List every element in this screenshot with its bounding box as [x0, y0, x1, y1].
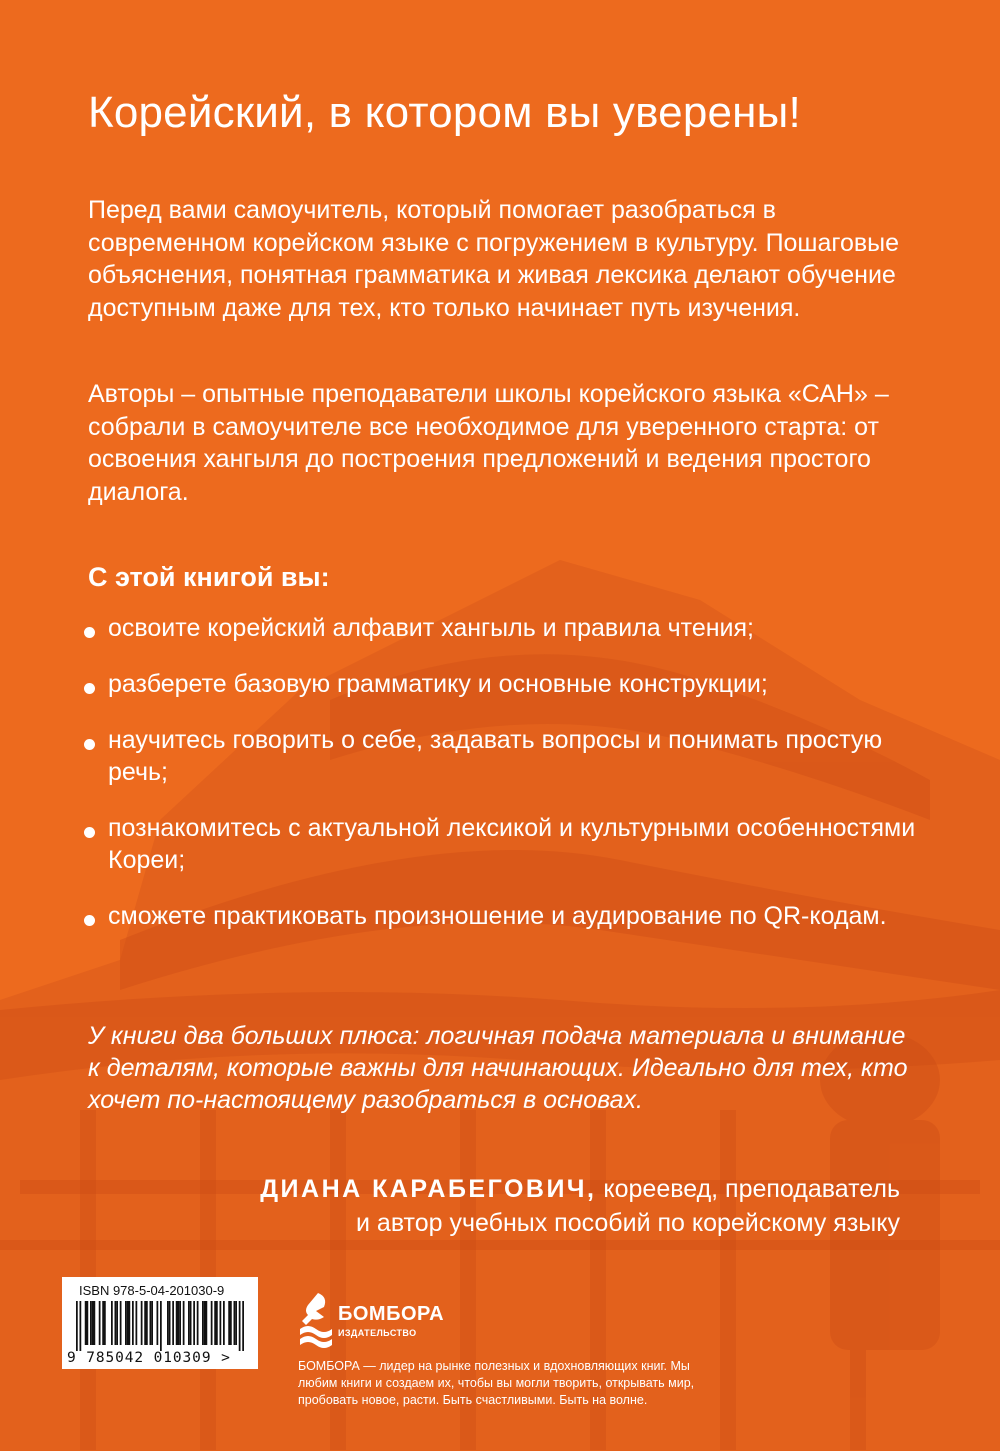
reviewer-role-line-2: и автор учебных пособий по корейскому языку [356, 1209, 900, 1237]
benefit-item [80, 812, 920, 876]
reviewer-name: ДИАНА КАРАБЕГОВИЧ, [260, 1175, 597, 1203]
reviewer-role: кореевед, преподаватель [596, 1175, 900, 1203]
bullet-icon [84, 627, 95, 638]
publisher-logo-icon [298, 1291, 334, 1349]
bullet-icon [84, 827, 95, 838]
barcode-icon [76, 1301, 244, 1351]
bullet-icon [84, 915, 95, 926]
benefit-item [80, 900, 920, 932]
review-quote: У книги два больших плюса: логичная подача материала и внимание к деталям, которые важны для начинающих. Идеально для тех, кто хочет по-настоящему разобраться в основах. [88, 1022, 908, 1114]
benefit-text: освоите корейский алфавит хангыль и правила чтения; [108, 614, 754, 642]
benefit-item [80, 724, 920, 788]
benefits-list [80, 612, 920, 956]
benefit-text: сможете практиковать произношение и аудирование по QR-кодам. [108, 902, 887, 930]
quote-attribution [260, 1172, 900, 1240]
headline: Корейский, в котором вы уверены! [88, 88, 801, 137]
benefit-text: научитесь говорить о себе, задавать вопросы и понимать простую речь; [108, 726, 883, 786]
publisher-blurb: БОМБОРА — лидер на рынке полезных и вдохновляющих книг. Мы любим книги и создаем их, чтобы вы могли творить, открывать мир, пробовать новое, расти. Быть счастливыми. Быть на волне. [298, 1359, 695, 1407]
benefit-item [80, 612, 920, 644]
isbn-label: ISBN 978-5-04-201030-9 [79, 1283, 225, 1298]
publisher-sub: ИЗДАТЕЛЬСТВО [338, 1328, 417, 1338]
publisher-name: БОМБОРА [338, 1303, 445, 1325]
attribution-line-1 [260, 1172, 900, 1206]
publisher-logo [298, 1291, 458, 1351]
bullet-icon [84, 683, 95, 694]
benefit-text: разберете базовую грамматику и основные конструкции; [108, 670, 768, 698]
benefit-item [80, 668, 920, 700]
isbn-barcode [62, 1277, 258, 1369]
intro-paragraph-1: Перед вами самоучитель, который помогает разобраться в современном корейском языке с погружением в культуру. Пошаговые объяснения, понятная грамматика и живая лексика делают обучение доступным даже для тех, кто только начинает путь изучения. [88, 196, 900, 322]
barcode-digits: 9 785042 010309 > [67, 1350, 231, 1366]
benefits-heading: С этой книгой вы: [88, 562, 330, 592]
intro-paragraph-2: Авторы – опытные преподаватели школы корейского языка «САН» – собрали в самоучителе все необходимое для уверенного старта: от освоения хангыля до построения предложений и ведения простого диалога. [88, 380, 889, 506]
benefit-text: познакомитесь с актуальной лексикой и культурными особенностями Кореи; [108, 814, 916, 874]
bullet-icon [84, 739, 95, 750]
